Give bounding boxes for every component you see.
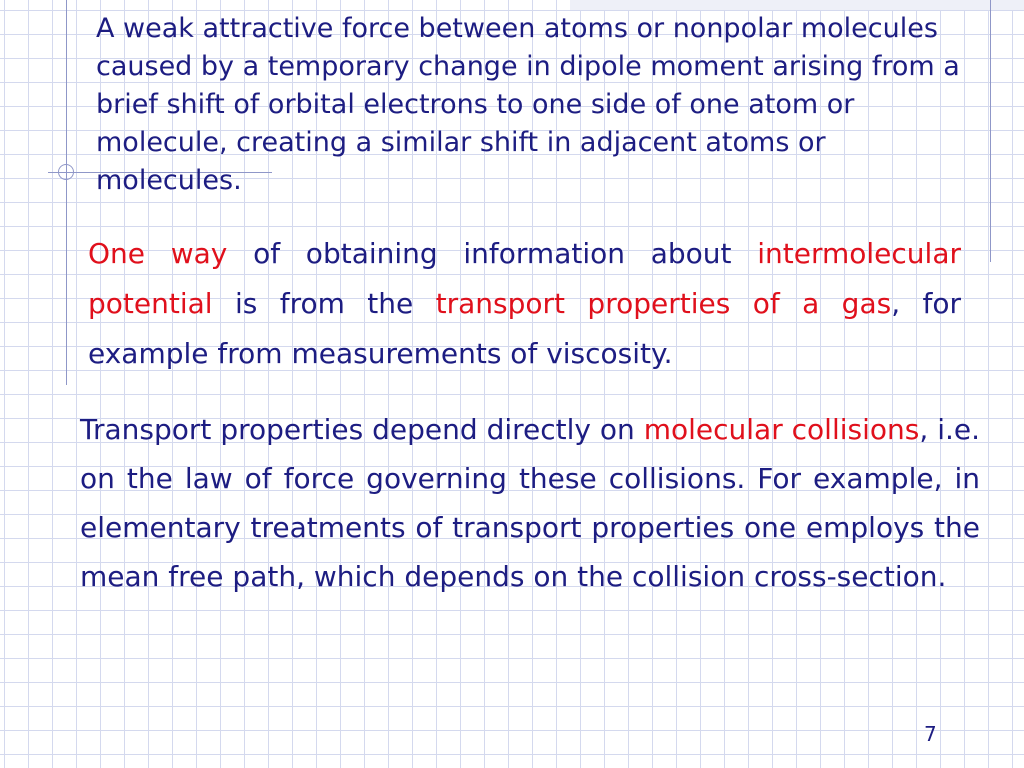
highlight-intermolecular-potential: intermolecular potential: [88, 237, 961, 320]
right-vertical-rule: [990, 0, 991, 262]
text-segment: , i.e. on the law of force governing these collisions. For example, in elementary treatments of transport properties one employs the mean free path, which depends on the collision cross-section.: [80, 413, 980, 593]
collisions-paragraph: [80, 405, 980, 601]
text-segment: Transport properties depend directly on: [80, 413, 644, 446]
highlight-transport-properties: transport properties of a gas: [435, 287, 892, 320]
page-number: 7: [924, 722, 937, 746]
highlight-molecular-collisions: molecular collisions: [643, 413, 920, 446]
top-decorative-bar: [570, 0, 1024, 10]
text-segment: of obtaining information about: [227, 237, 758, 270]
highlight-one-way: One way: [88, 237, 228, 270]
left-vertical-rule: [66, 0, 67, 385]
text-segment: is from the: [212, 287, 436, 320]
circle-ornament-icon: [58, 164, 74, 180]
viscosity-paragraph: [88, 229, 961, 379]
text-segment: , for example from measurements of viscosity.: [88, 287, 961, 370]
definition-paragraph: A weak attractive force between atoms or nonpolar molecules caused by a temporary change in dipole moment arising from a brief shift of orbital electrons to one side of one atom or molecule, creating a similar shift in adjacent atoms or molecules.: [96, 13, 960, 196]
